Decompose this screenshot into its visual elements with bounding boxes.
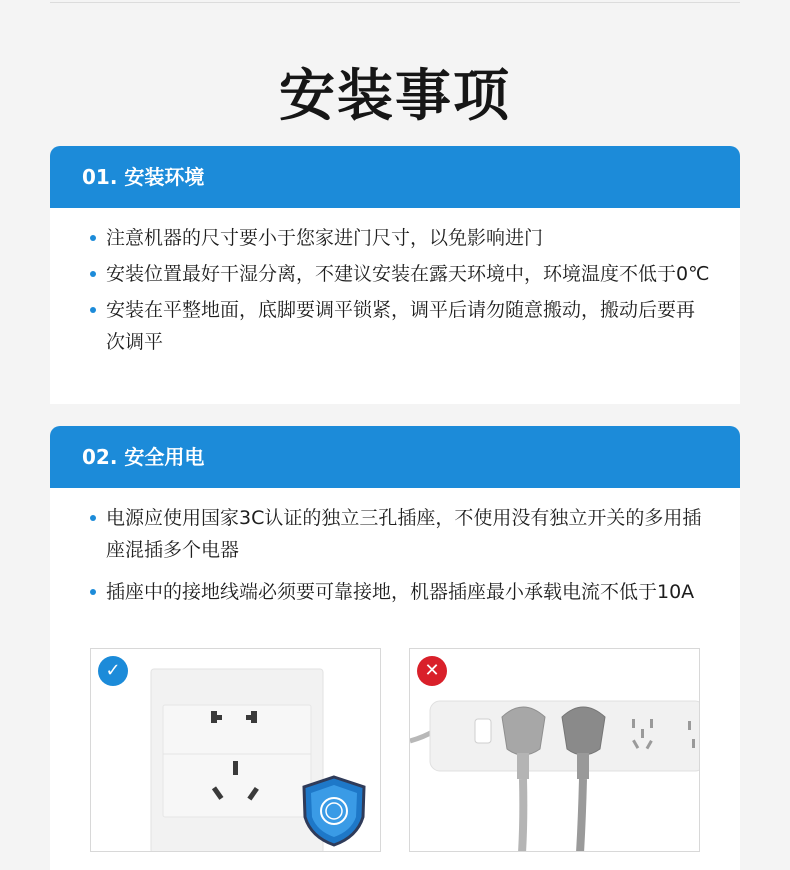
check-icon: ✓	[98, 656, 128, 686]
bullet-text: 安装在平整地面，底脚要调平锁紧，调平后请勿随意搬动，搬动后要再次调平	[106, 299, 696, 353]
bullet-item	[90, 576, 710, 608]
bullet-dot-icon	[90, 271, 96, 277]
bullet-item	[90, 502, 710, 566]
bullet-dot-icon	[90, 307, 96, 313]
bullet-text: 安装位置最好干湿分离，不建议安装在露天环境中，环境温度不低于0℃	[106, 263, 710, 285]
bullet-text: 注意机器的尺寸要小于您家进门尺寸，以免影响进门	[106, 227, 544, 249]
bullet-dot-icon	[90, 515, 96, 521]
section-header-electrical-safety: 02. 安全用电	[50, 426, 740, 488]
section-header-install-environment: 01. 安装环境	[50, 146, 740, 208]
bullet-dot-icon	[90, 589, 96, 595]
bullet-dot-icon	[90, 235, 96, 241]
top-divider	[50, 2, 740, 3]
bullet-item	[90, 222, 710, 254]
wall-socket-illustration	[91, 649, 381, 852]
bullet-item	[90, 258, 710, 290]
incorrect-power-strip-image	[409, 648, 700, 852]
bullet-text: 电源应使用国家3C认证的独立三孔插座，不使用没有独立开关的多用插座混插多个电器	[106, 507, 702, 561]
section-body-install-environment	[50, 208, 740, 404]
bullet-text: 插座中的接地线端必须要可靠接地，机器插座最小承载电流不低于10A	[106, 581, 695, 603]
cross-icon: ✕	[417, 656, 447, 686]
power-strip-illustration	[410, 649, 700, 852]
page-title: 安装事项	[279, 64, 511, 129]
correct-socket-image	[90, 648, 381, 852]
bullet-item	[90, 294, 710, 358]
